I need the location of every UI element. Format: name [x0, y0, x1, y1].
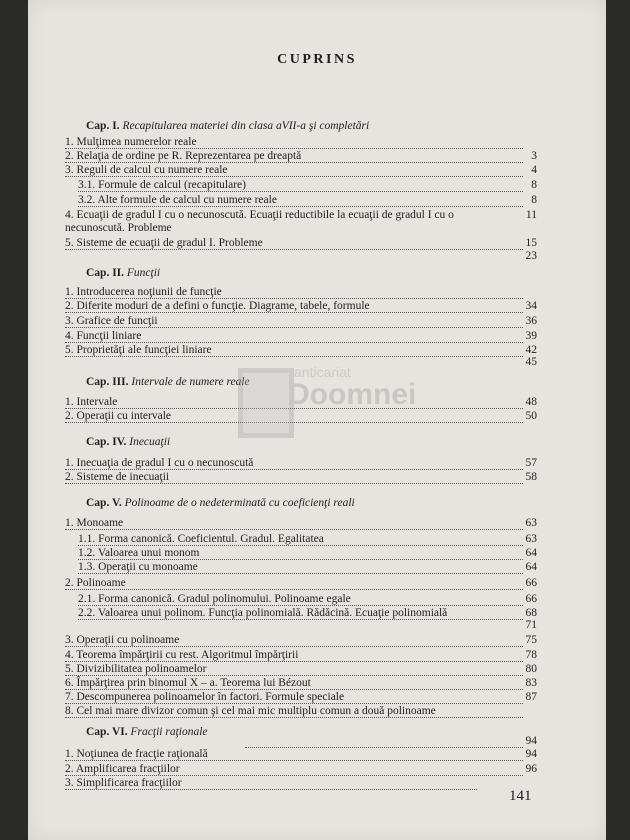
toc-entry	[65, 633, 537, 647]
watermark	[238, 348, 418, 458]
toc-entry	[78, 592, 537, 606]
toc-entry	[78, 178, 537, 192]
toc-entry	[65, 470, 537, 484]
chapter-label: Cap. V.	[86, 497, 122, 509]
toc-entry-text: 1. Noţiunea de fracţie raţională	[65, 748, 208, 760]
toc-page-number: 42	[525, 344, 537, 356]
toc-entry-text: 1. Inecuaţia de gradul I cu o necunoscută	[65, 457, 254, 469]
chapter-title: Intervale de numere reale	[131, 376, 250, 388]
toc-entry-text: 2. Sisteme de inecuaţii	[65, 471, 170, 483]
toc-page-number: 4	[531, 164, 537, 176]
toc-entry	[65, 762, 537, 776]
toc-page-number: 57	[525, 457, 537, 469]
chapter-heading	[86, 376, 250, 388]
toc-page-number: 78	[525, 649, 537, 661]
toc-page-number: 48	[525, 396, 537, 408]
toc-entry	[65, 576, 537, 590]
toc-entry-text: 2. Amplificarea fracţiilor	[65, 763, 180, 775]
toc-entry-text: 4. Teorema împărţirii cu rest. Algoritmul împărţirii	[65, 649, 299, 661]
toc-entry	[78, 560, 537, 574]
toc-page-number: 45	[525, 356, 537, 368]
toc-entry-text: 1. Introducerea noţiunii de funcţie	[65, 286, 222, 298]
toc-entry-text: 3. Grafice de funcţii	[65, 315, 158, 327]
chapter-heading	[86, 120, 369, 132]
toc-page-number: 15	[525, 237, 537, 249]
toc-entry-text: 6. Împărţirea prin binomul X – a. Teorema lui Bézout	[65, 677, 311, 689]
page-number: 141	[509, 788, 532, 804]
toc-entry-text: 7. Descompunerea polinoamelor în factori. Formule speciale	[65, 691, 345, 703]
chapter-label: Cap. III.	[86, 376, 129, 388]
toc-page-number: 23	[525, 250, 537, 262]
toc-entry	[65, 776, 537, 790]
toc-entry-text: 1.1. Forma canonică. Coeficientul. Gradul. Egalitatea	[78, 533, 324, 545]
toc-page-number: 94	[525, 735, 537, 747]
toc-entry	[65, 236, 537, 250]
chapter-title: Recapitularea materiei din clasa aVII-a şi completări	[122, 120, 370, 132]
chapter-heading	[86, 436, 170, 448]
book-stack-icon	[238, 368, 294, 438]
toc-entry-text: 5. Sisteme de ecuaţii de gradul I. Probleme	[65, 237, 263, 249]
toc-entry-text: 1. Intervale	[65, 396, 118, 408]
toc-entry-text: necunoscută. Probleme	[65, 222, 172, 234]
toc-entry-text: 3. Reguli de calcul cu numere reale	[65, 164, 228, 176]
chapter-title: Fracţii raţionale	[130, 726, 208, 738]
toc-entry	[65, 704, 537, 718]
toc-page-number: 71	[525, 619, 537, 631]
toc-entry-text: 2. Relaţia de ordine pe R. Reprezentarea pe dreaptă	[65, 150, 302, 162]
toc-page-number: 87	[525, 691, 537, 703]
toc-page-number: 8	[531, 194, 537, 206]
toc-page-number: 66	[525, 593, 537, 605]
chapter-label: Cap. II.	[86, 267, 125, 279]
toc-entry	[65, 747, 537, 761]
toc-page-number: 39	[525, 330, 537, 342]
toc-entry-text: 8. Cel mai mare divizor comun şi cel mai mic multiplu comun a două polinoame	[65, 705, 436, 717]
toc-page-number: 63	[525, 533, 537, 545]
chapter-heading	[86, 497, 355, 509]
toc-entry-text: 3. Simplificarea fracţiilor	[65, 777, 182, 789]
toc-entry	[65, 208, 537, 222]
toc-entry-text: 4. Funcţii liniare	[65, 330, 142, 342]
toc-entry	[65, 299, 537, 313]
toc-page-number: 8	[531, 179, 537, 191]
toc-entry-text: 2. Polinoame	[65, 577, 126, 589]
toc-entry-text: 1.3. Operaţii cu monoame	[78, 561, 198, 573]
toc-entry	[78, 532, 537, 546]
toc-entry	[78, 546, 537, 560]
toc-page-number: 36	[525, 315, 537, 327]
toc-page-number: 75	[525, 634, 537, 646]
toc-entry-text: 1.2. Valoarea unui monom	[78, 547, 200, 559]
watermark-line1: anticariat	[294, 364, 351, 380]
chapter-label: Cap. VI.	[86, 726, 128, 738]
toc-page-number: 83	[525, 677, 537, 689]
toc-page-number: 64	[525, 561, 537, 573]
toc-entry	[65, 163, 537, 177]
toc-entry	[65, 516, 537, 530]
toc-entry-text: 2.2. Valoarea unui polinom. Funcţia polinomială. Rădăcină. Ecuaţie polinomială	[78, 607, 448, 619]
toc-entry	[65, 662, 537, 676]
toc-page-number: 63	[525, 517, 537, 529]
chapter-title: Polinoame de o nedeterminată cu coeficienţi reali	[124, 497, 355, 509]
toc-page-number: 3	[531, 150, 537, 162]
toc-entry-text: 2. Operaţii cu intervale	[65, 410, 172, 422]
chapter-label: Cap. I.	[86, 120, 120, 132]
toc-entry	[65, 314, 537, 328]
toc-page-number: 50	[525, 410, 537, 422]
toc-page-number: 68	[525, 607, 537, 619]
toc-entry-text: 3. Operaţii cu polinoame	[65, 634, 180, 646]
toc-entry	[65, 249, 537, 263]
toc-entry	[65, 135, 537, 149]
toc-entry-text: 4. Ecuaţii de gradul I cu o necunoscută. Ecuaţii reductibile la ecuaţii de gradul I cu o	[65, 209, 454, 221]
toc-entry-text: 2.1. Forma canonică. Gradul polinomului. Polinoame egale	[78, 593, 351, 605]
watermark-line2: Doomnei	[288, 378, 417, 411]
toc-entry	[65, 676, 537, 690]
toc-entry	[65, 734, 537, 748]
toc-entry-text: 5. Divizibilitatea polinoamelor	[65, 663, 207, 675]
toc-entry	[65, 149, 537, 163]
toc-page-number: 64	[525, 547, 537, 559]
chapter-label: Cap. IV.	[86, 436, 127, 448]
toc-page-number: 58	[525, 471, 537, 483]
toc-entry-text: 1. Monoame	[65, 517, 124, 529]
toc-entry-text: 3.1. Formule de calcul (recapitulare)	[78, 179, 246, 191]
toc-entry	[65, 690, 537, 704]
toc-page-number: 34	[525, 300, 537, 312]
toc-entry	[65, 221, 537, 235]
toc-entry	[65, 456, 537, 470]
toc-page-number: 66	[525, 577, 537, 589]
toc-entry-text: 2. Diferite moduri de a defini o funcţie. Diagrame, tabele, formule	[65, 300, 370, 312]
toc-page-number: 11	[525, 209, 537, 221]
toc-entry	[65, 648, 537, 662]
toc-entry	[78, 193, 537, 207]
toc-entry	[65, 329, 537, 343]
toc-entry-text: 3.2. Alte formule de calcul cu numere reale	[78, 194, 277, 206]
toc-entry-text: 1. Mulţimea numerelor reale	[65, 136, 197, 148]
toc-page-number: 80	[525, 663, 537, 675]
toc-entry	[65, 285, 537, 299]
chapter-title: Funcţii	[126, 267, 161, 279]
toc-entry	[78, 618, 537, 632]
document-page	[28, 0, 606, 840]
chapter-heading	[86, 267, 160, 279]
toc-entry-text: 5. Proprietăţi ale funcţiei liniare	[65, 344, 212, 356]
chapter-title: Inecuaţii	[129, 436, 171, 448]
toc-page-number: 94	[525, 748, 537, 760]
page-title: CUPRINS	[277, 52, 357, 67]
toc-page-number: 96	[525, 763, 537, 775]
